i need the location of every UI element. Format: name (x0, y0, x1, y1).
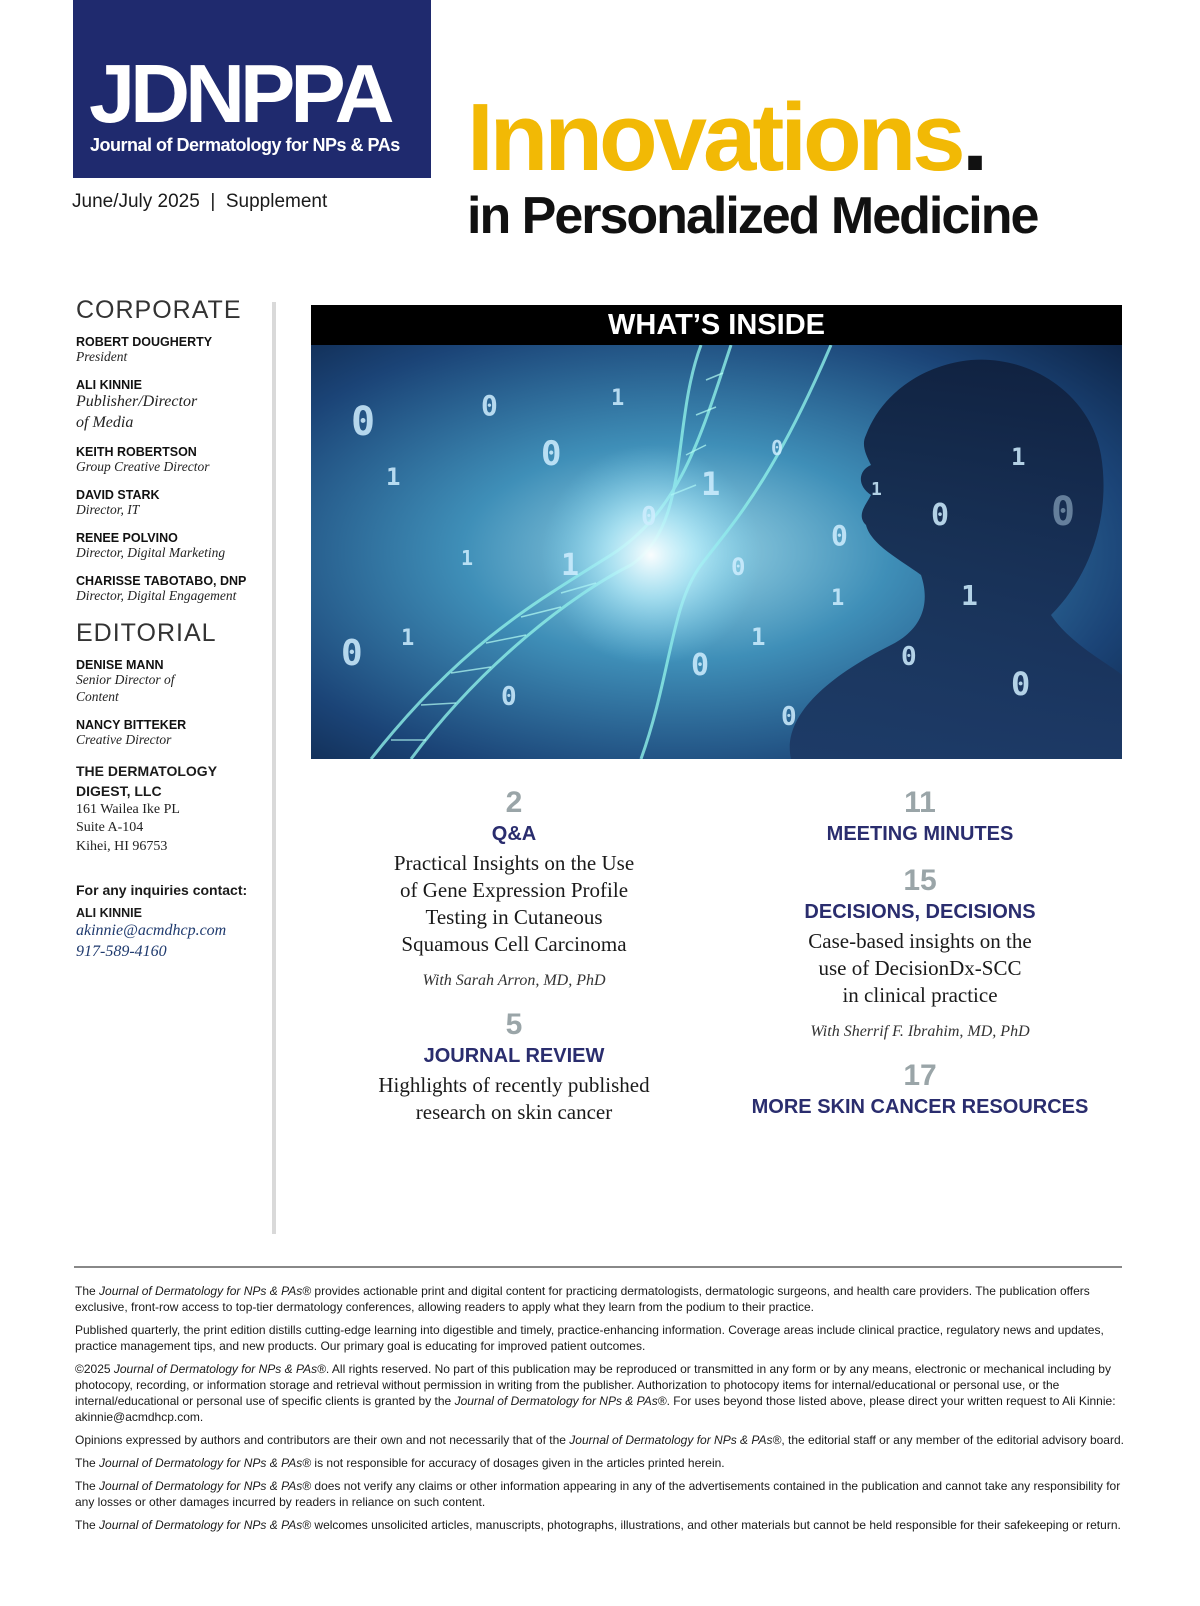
svg-text:0: 0 (341, 633, 363, 674)
page-subtitle: in Personalized Medicine (467, 187, 1038, 245)
toc-description (720, 928, 1120, 1009)
inquiries-heading: For any inquiries contact: (76, 881, 248, 898)
staff-name: ALI KINNIE (76, 377, 142, 392)
contact-name: ALI KINNIE (76, 905, 142, 920)
toc-description (314, 850, 714, 958)
staff-entry (76, 574, 266, 605)
footer-rule (74, 1266, 1122, 1268)
address-line: 161 Wailea Ike PL (76, 802, 180, 818)
toc-byline: With Sherrif F. Ibrahim, MD, PhD (810, 1023, 1030, 1040)
logo-subtitle: Journal of Dermatology for NPs & PAs (90, 135, 400, 155)
toc-byline: With Sarah Arron, MD, PhD (422, 972, 606, 989)
toc-item[interactable] (314, 786, 714, 990)
toc-heading[interactable]: DECISIONS, DECISIONS (804, 901, 1036, 923)
svg-text:1: 1 (461, 546, 474, 570)
toc-description-line: use of DecisionDx-SCC (818, 956, 1022, 980)
toc-description-line: Highlights of recently published (378, 1073, 650, 1097)
toc-description-line: of Gene Expression Profile (399, 878, 629, 902)
staff-name: KEITH ROBERTSON (76, 445, 197, 460)
journal-logo (73, 0, 431, 178)
toc-description-line: Testing in Cutaneous (425, 905, 603, 929)
company-address (76, 801, 266, 856)
svg-text:0: 0 (501, 682, 517, 712)
toc-heading[interactable]: MORE SKIN CANCER RESOURCES (751, 1096, 1089, 1118)
editorial-heading: EDITORIAL (76, 618, 217, 647)
address-line: Kihei, HI 96753 (76, 838, 168, 854)
footer-paragraph: The Journal of Dermatology for NPs & PAs® welcomes unsolicited articles, manuscripts, photographs, illustrations, and other materials but cannot be held responsible for their safekeeping or return. (75, 1518, 1121, 1532)
staff-name: RENEE POLVINO (76, 531, 178, 546)
staff-role: Director, Digital Engagement (76, 588, 237, 604)
toc-item[interactable] (720, 786, 1120, 846)
contact-phone-link[interactable]: 917-589-4160 (76, 943, 167, 961)
toc-page-number: 15 (903, 864, 937, 897)
footer-paragraph: Published quarterly, the print edition distills cutting-edge learning into digestible and timely, practice-enhancing information. Coverage areas include clinical practice, regulatory news and updates, practice management tips, and new products. Our primary goal is educating for improved patient outcomes. (75, 1323, 1104, 1353)
toc-description-line: in clinical practice (842, 983, 998, 1007)
company-name (76, 761, 266, 802)
toc-page-number: 17 (903, 1059, 937, 1092)
svg-text:0: 0 (781, 702, 797, 732)
staff-entry (76, 488, 266, 519)
toc-right-column (720, 786, 1120, 1137)
corporate-list (76, 335, 266, 605)
staff-entry (76, 531, 266, 562)
logo-wordmark: JDNPPA (89, 47, 390, 140)
dna-hero-image (311, 345, 1122, 759)
footer-paragraph: The Journal of Dermatology for NPs & PAs® does not verify any claims or other information appearing in any of the advertisements contained in the publication and cannot take any responsibility for any losses or other damages incurred by readers in reliance on such content. (75, 1479, 1121, 1509)
svg-text:1: 1 (1011, 443, 1026, 471)
staff-entry (76, 445, 266, 476)
svg-text:0: 0 (641, 502, 657, 532)
toc-item[interactable] (720, 1059, 1120, 1119)
svg-text:1: 1 (561, 548, 580, 583)
staff-role: Group Creative Director (76, 459, 210, 475)
toc-page-number: 2 (505, 786, 523, 819)
footer-paragraph: ©2025 Journal of Dermatology for NPs & PAs®. All rights reserved. No part of this publication may be reproduced or transmitted in any form or by any means, electronic or mechanical including by photocopy, recording, or information storage and retrieval without permission in writing from the publisher. Authorization to photocopy items for internal/educational or personal use, or the internal/educational or personal use of specific clients is granted by the Journal of Dermatology for NPs & PAs®. For uses beyond those listed above, please direct your written request to Ali Kinnie: akinnie@acmdhcp.com. (75, 1362, 1116, 1424)
svg-text:0: 0 (771, 436, 784, 460)
svg-text:1: 1 (401, 626, 415, 651)
address-line: Suite A-104 (76, 820, 144, 836)
editorial-list (76, 658, 266, 749)
title-dot: . (961, 84, 985, 191)
svg-text:0: 0 (931, 498, 950, 533)
staff-entry (76, 378, 266, 434)
staff-name: ROBERT DOUGHERTY (76, 335, 213, 349)
svg-text:0: 0 (731, 553, 746, 581)
staff-role: Senior Director of Content (76, 671, 175, 704)
title-main: Innovations (467, 84, 962, 191)
toc-page-number: 5 (505, 1008, 523, 1041)
sidebar-divider (272, 302, 276, 1234)
toc-description (314, 1072, 714, 1126)
staff-entry (76, 718, 266, 749)
staff-role: President (76, 349, 128, 364)
svg-text:1: 1 (871, 479, 882, 500)
staff-name: NANCY BITTEKER (76, 717, 187, 732)
toc-description-line: research on skin cancer (415, 1100, 613, 1124)
company-name-line: DIGEST, LLC (76, 782, 162, 799)
svg-text:1: 1 (611, 386, 625, 411)
svg-text:0: 0 (1051, 489, 1076, 535)
toc-left-column (314, 786, 714, 1144)
footer-paragraph: The Journal of Dermatology for NPs & PAs® provides actionable print and digital content for practicing dermatologists, dermatologic surgeons, and health care providers. The publication offers exclusive, front-row access to top-tier dermatology conferences, allowing readers to apply what they learn from the podium to their practice. (75, 1284, 1090, 1314)
staff-role: Creative Director (76, 731, 172, 747)
corporate-heading: CORPORATE (76, 296, 242, 324)
footer-paragraph: The Journal of Dermatology for NPs & PAs® is not responsible for accuracy of dosages given in the articles printed herein. (75, 1456, 725, 1470)
toc-heading[interactable]: JOURNAL REVIEW (423, 1045, 605, 1067)
toc-description-line: Practical Insights on the Use (393, 851, 635, 875)
staff-role: Publisher/Director of Media (76, 392, 198, 431)
svg-text:0: 0 (831, 519, 848, 552)
staff-role: Director, IT (76, 502, 140, 518)
svg-text:1: 1 (701, 465, 721, 503)
toc-description-line: Case-based insights on the (808, 929, 1032, 953)
svg-text:0: 0 (691, 648, 710, 683)
page-title (467, 84, 985, 191)
svg-text:0: 0 (901, 642, 917, 672)
contact-email-link[interactable]: akinnie@acmdhcp.com (76, 921, 227, 939)
svg-text:0: 0 (351, 399, 376, 445)
staff-name: CHARISSE TABOTABO, DNP (76, 574, 247, 589)
staff-name: DENISE MANN (76, 657, 164, 672)
toc-page-number: 11 (904, 786, 936, 819)
company-name-line: THE DERMATOLOGY (76, 762, 218, 779)
footer-text (75, 1283, 1125, 1540)
svg-text:1: 1 (961, 579, 978, 612)
footer-paragraph: Opinions expressed by authors and contributors are their own and not necessarily that of the Journal of Dermatology for NPs & PAs®, the editorial staff or any member of the editorial advisory board. (75, 1433, 1124, 1447)
staff-name: DAVID STARK (76, 488, 160, 503)
svg-text:1: 1 (386, 463, 401, 491)
whats-inside-heading: WHAT’S INSIDE (311, 305, 1122, 345)
masthead-sidebar (76, 296, 266, 963)
staff-role: Director, Digital Marketing (76, 545, 226, 561)
toc-item[interactable] (314, 1008, 714, 1126)
issue-date: June/July 2025 | Supplement (72, 191, 328, 212)
svg-text:0: 0 (541, 434, 562, 474)
toc-description-line: Squamous Cell Carcinoma (401, 932, 627, 956)
toc-heading[interactable]: MEETING MINUTES (826, 823, 1014, 845)
staff-entry (76, 335, 266, 366)
svg-text:1: 1 (831, 586, 845, 611)
svg-text:0: 0 (481, 389, 498, 422)
staff-entry (76, 658, 266, 706)
svg-text:0: 0 (1011, 665, 1031, 703)
svg-text:1: 1 (751, 623, 766, 651)
toc-item[interactable] (720, 864, 1120, 1041)
toc-heading[interactable]: Q&A (491, 823, 537, 845)
